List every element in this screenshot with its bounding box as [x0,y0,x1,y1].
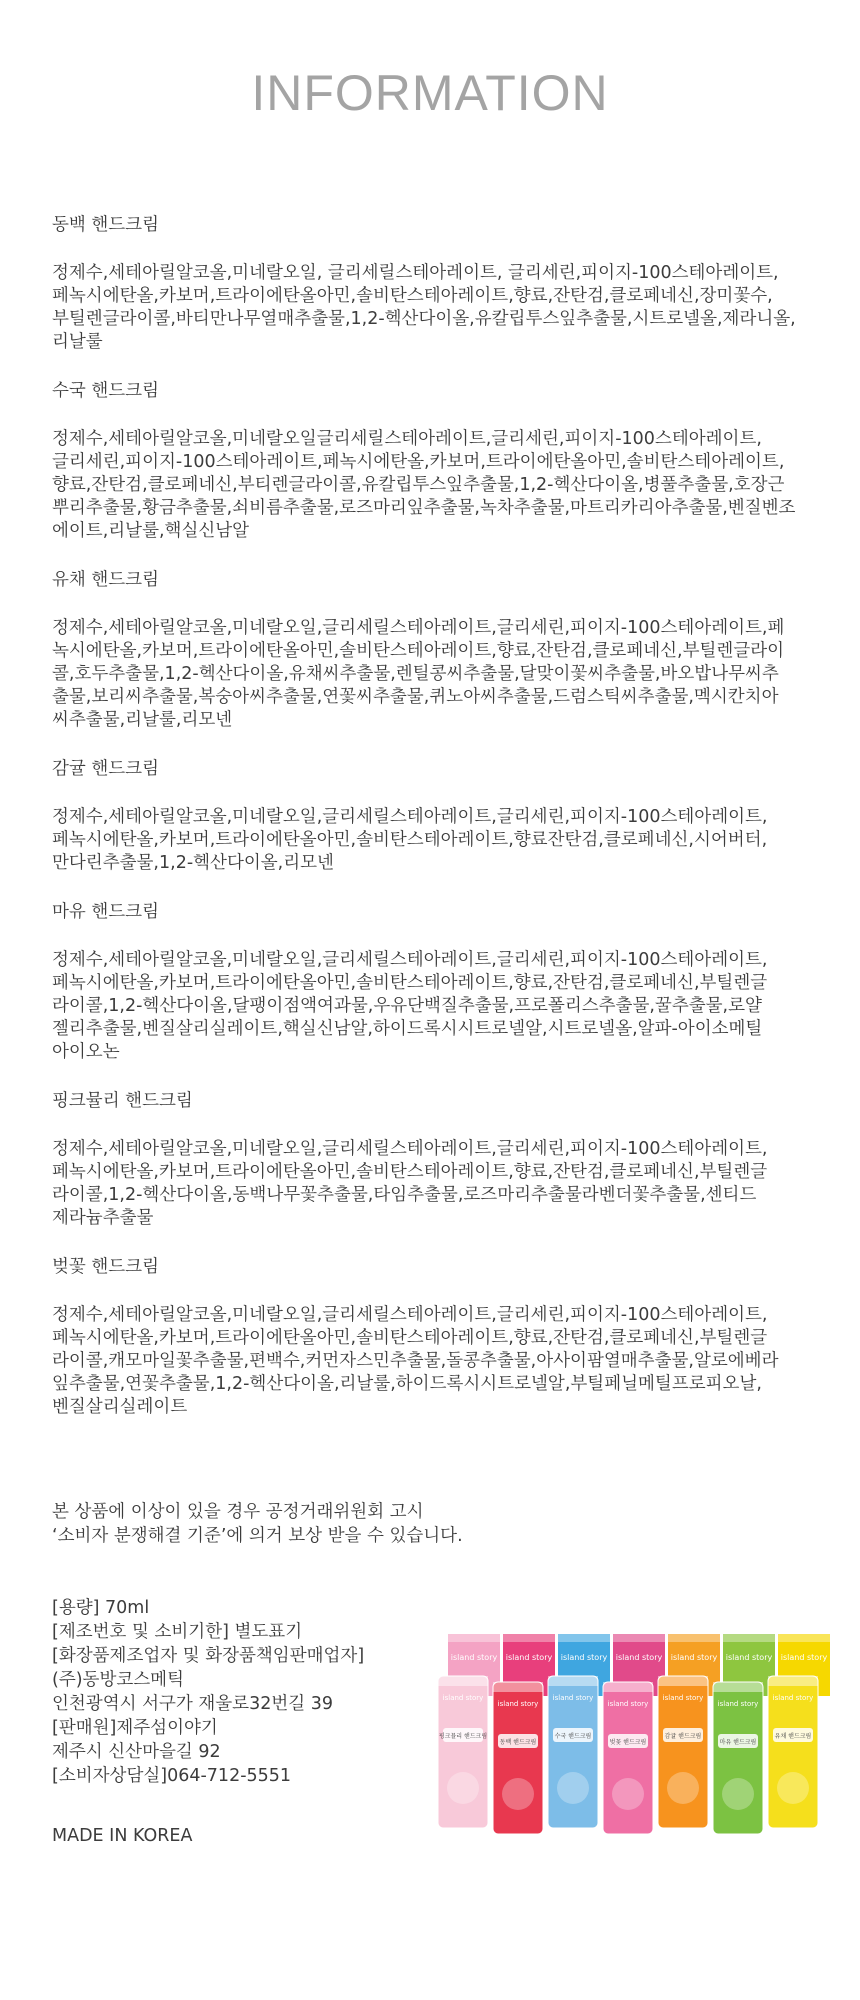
box-brand-text: island story [725,1653,773,1662]
spec-line: 인천광역시 서구가 재울로32번길 39 [52,1694,333,1714]
tube-brand-text: island story [662,1694,704,1702]
box-lid [778,1634,830,1642]
box-lid [503,1634,555,1642]
product-section [52,378,832,543]
product-name: 유채 핸드크림 [52,570,159,590]
box-lid [723,1634,775,1642]
tube-brand-text: island story [442,1694,484,1702]
ingredient-list [52,212,832,1443]
tube-brand-text: island story [717,1700,759,1708]
spec-line: [제조번호 및 소비기한] 별도표기 [52,1622,303,1642]
made-in-label: MADE IN KOREA [52,1826,193,1846]
product-section [52,567,832,732]
ingredients-text: 정제수,세테아릴알코올,미네랄오일,글리세릴스테아레이트,글리세린,피이지-100스테아레이트, 페녹시에탄올,카보머,트라이에탄올아민,솔비탄스테아레이트,향료,잔탄검,클로페네신,부틸렌글 라이콜,1,2-헥산다이올,달팽이점액여과물,우유단백질추출물,프로폴리스추출물,꿀추출물,로얄 젤리추출물,벤질살리실레이트,핵실신남알,하이드록시시트로넬알,시트로넬올,알파-아이소메틸 아이오논 [52,950,768,1062]
tube-crimp [493,1682,543,1692]
page-title: INFORMATION [251,65,609,121]
product-specs [52,1596,472,1788]
box-lid [668,1634,720,1642]
tube-crimp [713,1682,763,1692]
tube-illustration [447,1772,479,1804]
spec-line: [용량] 70ml [52,1598,150,1618]
spec-line: [화장품제조업자 및 화장품책임판매업자] [52,1646,365,1666]
ingredients-text: 정제수,세테아릴알코올,미네랄오일,글리세릴스테아레이트,글리세린,피이지-100스테아레이트,페 녹시에탄올,카보머,트라이에탄올아민,솔비탄스테아레이트,향료,잔탄검,클로페네신,부틸렌글라이 콜,호두추출물,1,2-헥산다이올,유채씨추출물,렌틸콩씨추출물,달맞이꽃씨추출물,바오밥나무씨추 출물,보리씨추출물,복숭아씨추출물,연꽃씨추출물,퀴노아씨추출물,드럼스틱씨추출물,멕시칸치아 씨추출물,리날룰,리모넨 [52,618,785,730]
spec-line: [판매원]제주섬이야기 [52,1718,218,1738]
notice-line: 본 상품에 이상이 있을 경우 공정거래위원회 고시 [52,1502,424,1522]
tube-crimp [603,1682,653,1692]
product-name: 벚꽃 핸드크림 [52,1257,159,1277]
tube-illustration [502,1778,534,1810]
product-name: 수국 핸드크림 [52,381,159,401]
product-section [52,756,832,875]
spec-line: 제주시 신산마을길 92 [52,1742,221,1762]
tube-illustration [777,1772,809,1804]
tube-illustration [667,1772,699,1804]
product-photo [434,1630,840,1862]
tube-crimp [548,1676,598,1686]
box-lid [558,1634,610,1642]
product-name: 감귤 핸드크림 [52,759,159,779]
box-lid [448,1634,500,1642]
notice-line: ‘소비자 분쟁해결 기준’에 의거 보상 받을 수 있습니다. [52,1526,463,1546]
box-brand-text: island story [670,1653,718,1662]
spec-line: [소비자상담실]064-712-5551 [52,1766,292,1786]
product-section [52,212,832,354]
spec-line: (주)동방코스메틱 [52,1670,184,1690]
product-section [52,1254,832,1419]
tube-brand-text: island story [607,1700,649,1708]
product-name: 동백 핸드크림 [52,215,159,235]
product-section [52,899,832,1064]
product-name: 핑크뮬리 핸드크림 [52,1091,193,1111]
tube-illustration [722,1778,754,1810]
tube-crimp [438,1676,488,1686]
tube-crimp [768,1676,818,1686]
ingredients-text: 정제수,세테아릴알코올,미네랄오일, 글리세릴스테아레이트, 글리세린,피이지-100스테아레이트, 페녹시에탄올,카보머,트라이에탄올아민,솔비탄스테아레이트,향료,잔탄검,클로페네신,장미꽃수, 부틸렌글라이콜,바티만나무열매추출물,1,2-헥산다이올,유칼립투스잎추출물,시트로넬올,제라니올, 리날룰 [52,263,796,352]
box-brand-text: island story [450,1653,498,1662]
ingredients-text: 정제수,세테아릴알코올,미네랄오일,글리세릴스테아레이트,글리세린,피이지-100스테아레이트, 페녹시에탄올,카보머,트라이에탄올아민,솔비탄스테아레이트,향료,잔탄검,클로페네신,부틸렌글 라이콜,1,2-헥산다이올,동백나무꽃추출물,타임추출물,로즈마리추출물라벤더꽃추출물,센티드 제라늄추출물 [52,1139,768,1228]
consumer-notice [52,1500,752,1548]
tube-brand-text: island story [772,1694,814,1702]
tube-label-text: 벚꽃 핸드크림 [609,1739,647,1746]
box-lid [613,1634,665,1642]
tube-label-text: 동백 핸드크림 [499,1739,537,1746]
tube-brand-text: island story [552,1694,594,1702]
ingredients-text: 정제수,세테아릴알코올,미네랄오일글리세릴스테아레이트,글리세린,피이지-100스테아레이트, 글리세린,피이지-100스테아레이트,페녹시에탄올,카보머,트라이에탄올아민,솔비탄스테아레이트, 향료,잔탄검,클로페네신,부티렌글라이콜,유칼립투스잎추출물,1,2-헥산다이올,병풀추출물,호장근 뿌리추출물,황금추출물,쇠비름추출물,로즈마리잎추출물,녹차추출물,마트리카리아추출물,벤질벤조 에이트,리날룰,핵실신남알 [52,429,796,541]
product-section [52,1088,832,1230]
tube-label-text: 수국 핸드크림 [554,1733,592,1740]
box-brand-text: island story [615,1653,663,1662]
ingredients-text: 정제수,세테아릴알코올,미네랄오일,글리세릴스테아레이트,글리세린,피이지-100스테아레이트, 페녹시에탄올,카보머,트라이에탄올아민,솔비탄스테아레이트,향료,잔탄검,클로페네신,부틸렌글 라이콜,캐모마일꽃추출물,편백수,커먼자스민추출물,돌콩추출물,아사이팜열매추출물,알로에베라 잎추출물,연꽃추출물,1,2-헥산다이올,리날룰,하이드록시시트로넬알,부틸페닐메틸프로피오날, 벤질살리실레이트 [52,1305,779,1417]
tube-brand-text: island story [497,1700,539,1708]
ingredients-text: 정제수,세테아릴알코올,미네랄오일,글리세릴스테아레이트,글리세린,피이지-100스테아레이트, 페녹시에탄올,카보머,트라이에탄올아민,솔비탄스테아레이트,향료잔탄검,클로페네신,시어버터, 만다린추출물,1,2-헥산다이올,리모넨 [52,807,768,873]
product-name: 마유 핸드크림 [52,902,159,922]
box-brand-text: island story [560,1653,608,1662]
tube-illustration [612,1778,644,1810]
tube-crimp [658,1676,708,1686]
tube-label-text: 핑크뮬리 핸드크림 [438,1733,488,1740]
tube-illustration [557,1772,589,1804]
box-brand-text: island story [780,1653,828,1662]
tube-label-text: 마유 핸드크림 [719,1739,757,1746]
tube-label-text: 유채 핸드크림 [774,1733,812,1740]
box-brand-text: island story [505,1653,553,1662]
tube-label-text: 감귤 핸드크림 [664,1733,702,1740]
